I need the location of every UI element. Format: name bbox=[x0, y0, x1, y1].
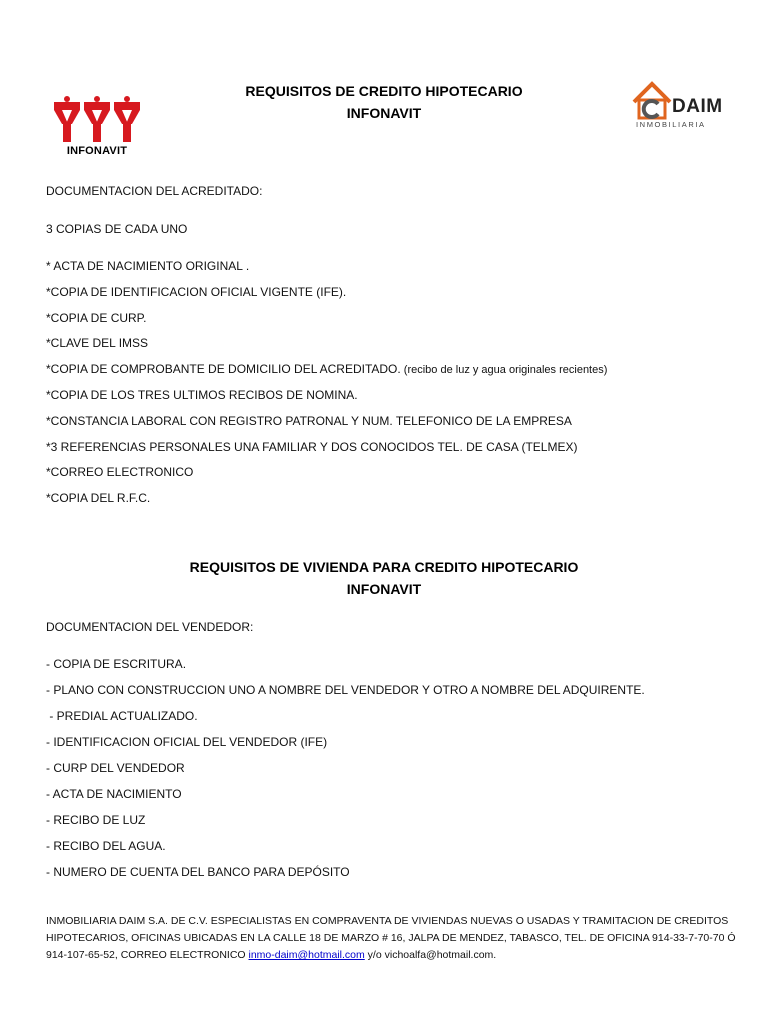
borrower-docs-heading: DOCUMENTACION DEL ACREDITADO: bbox=[46, 184, 263, 198]
list-item: *CLAVE DEL IMSS bbox=[46, 336, 149, 351]
list-item: - RECIBO DE LUZ bbox=[46, 813, 146, 827]
list-item: - RECIBO DEL AGUA. bbox=[46, 839, 166, 853]
list-item: - PLANO CON CONSTRUCCION UNO A NOMBRE DEL VENDEDOR Y OTRO A NOMBRE DEL ADQUIRENTE. bbox=[46, 683, 645, 697]
section-title-line-1: REQUISITOS DE VIVIENDA PARA CREDITO HIPOTECARIO bbox=[189, 559, 579, 575]
list-item: - ACTA DE NACIMIENTO bbox=[46, 787, 182, 801]
list-item-note: (recibo de luz y agua originales recientes) bbox=[400, 364, 608, 377]
seller-docs-heading: DOCUMENTACION DEL VENDEDOR: bbox=[46, 620, 254, 634]
list-item: - CURP DEL VENDEDOR bbox=[46, 761, 185, 775]
title-line-1: REQUISITOS DE CREDITO HIPOTECARIO bbox=[245, 83, 523, 99]
document-title bbox=[0, 80, 768, 124]
list-item: *CONSTANCIA LABORAL CON REGISTRO PATRONAL Y NUM. TELEFONICO DE LA EMPRESA bbox=[46, 413, 572, 428]
list-item: *3 REFERENCIAS PERSONALES UNA FAMILIAR Y DOS CONOCIDOS TEL. DE CASA (TELMEX) bbox=[46, 439, 578, 454]
footer-text: INMOBILIARIA DAIM S.A. DE C.V. ESPECIALISTAS EN COMPRAVENTA DE VIVIENDAS NUEVAS O USADAS Y TRAMITACION DE CREDITOS HIPOTECARIOS, OFICINAS UBICADAS EN LA CALLE 18 DE MARZO # 16, JALPA DE MENDEZ, TABASCO, TEL. DE OFICINA 914-33-7-70-70 Ó 914-107-65-52, CORREO ELECTRONICO bbox=[46, 915, 736, 961]
list-item bbox=[46, 357, 607, 383]
list-item: *COPIA DE CURP. bbox=[46, 310, 147, 325]
seller-requirements-list bbox=[46, 651, 645, 885]
infonavit-logo-text: INFONAVIT bbox=[66, 145, 128, 157]
list-item: *CORREO ELECTRONICO bbox=[46, 465, 194, 480]
list-item: - IDENTIFICACION OFICIAL DEL VENDEDOR (IFE) bbox=[46, 735, 328, 749]
list-item: * ACTA DE NACIMIENTO ORIGINAL . bbox=[46, 259, 250, 273]
company-footer bbox=[46, 913, 736, 964]
title-line-2: INFONAVIT bbox=[346, 105, 422, 121]
footer-text-end: y/o vichoalfa@hotmail.com. bbox=[364, 949, 497, 961]
list-item: *COPIA DE IDENTIFICACION OFICIAL VIGENTE (IFE). bbox=[46, 284, 347, 299]
list-item-text: *COPIA DE COMPROBANTE DE DOMICILIO DEL ACREDITADO. bbox=[46, 362, 401, 377]
list-item: - COPIA DE ESCRITURA. bbox=[46, 657, 187, 671]
list-item: *COPIA DE LOS TRES ULTIMOS RECIBOS DE NOMINA. bbox=[46, 387, 358, 402]
daim-logo-name: DAIM bbox=[672, 96, 723, 117]
borrower-requirements-list bbox=[46, 254, 607, 512]
email-link[interactable]: inmo-daim@hotmail.com bbox=[248, 949, 365, 961]
section-title-line-2: INFONAVIT bbox=[346, 581, 422, 597]
list-item: - PREDIAL ACTUALIZADO. bbox=[46, 709, 198, 723]
daim-logo-subtitle: INMOBILIARIA bbox=[636, 120, 706, 129]
list-item: *COPIA DEL R.F.C. bbox=[46, 491, 151, 506]
copies-note: 3 COPIAS DE CADA UNO bbox=[46, 222, 188, 236]
list-item: - NUMERO DE CUENTA DEL BANCO PARA DEPÓSITO bbox=[46, 865, 350, 879]
section-title bbox=[0, 556, 768, 600]
